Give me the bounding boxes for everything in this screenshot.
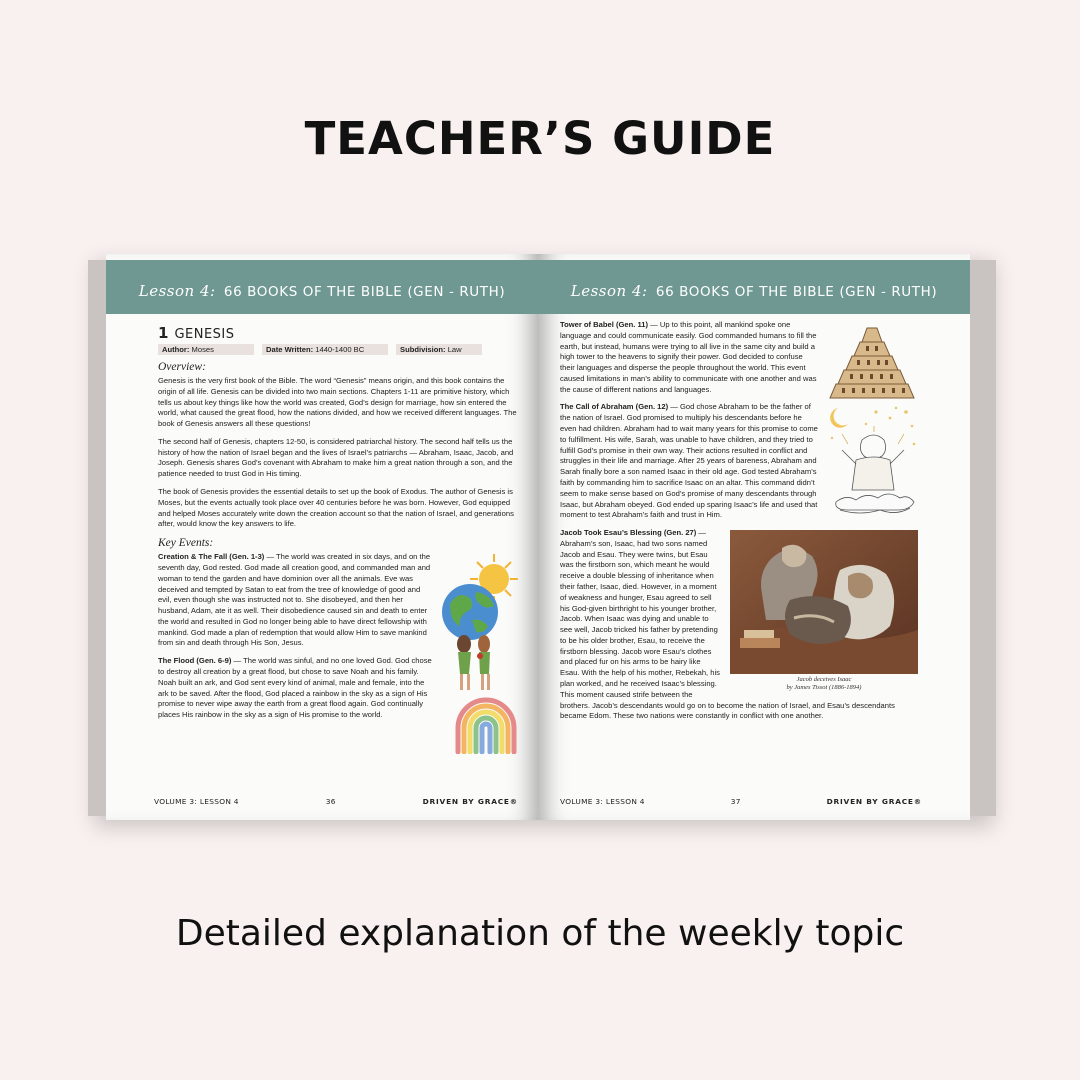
event-jacob: Jacob Took Esau’s Blessing (Gen. 27) — Abraham’s son, Isaac, had two sons named Jacob and Esau. They were twins, but Esau was the firstborn son, which meant he would receive a double blessing of inheritance when their father, Isaac, died. However, in a moment of weakness and hunger, Esau agreed to sell his God-given birthright to his younger brother, Jacob. When Isaac was dying and unable to see well, Jacob tricked his father by pretending to be his older brother, Esau, to receive the firstborn blessing. Jacob wore Esau’s clothes and placed fur on his arms to be hairy like Esau. With the help of his mother, Rebekah, his plan worked, and he received Isaac’s blessing. This moment caused strife between the brothers. Jacob’s descendants would go on to become the nation of Israel, and Esau’s descendants became Edom. These two nations were constantly in conflict with one another.: [560, 528, 895, 721]
section-heading: [158, 324, 520, 342]
section-name: GENESIS: [174, 327, 235, 342]
sun-earth-illustration: [440, 552, 520, 692]
overview-paragraph: The book of Genesis provides the essential details to set up the book of Exodus. The author of Genesis is Moses, but the events actually took place over 40 centuries before he was born. However, God equipped and helped Moses accurately write down the creation account so that the nation of Israel, and generations after, would know the key answers to life.: [158, 487, 514, 529]
lesson-label: Lesson 4:: [138, 282, 216, 300]
footer-volume: VOLUME 3: LESSON 4: [560, 797, 645, 806]
event-babel: Tower of Babel (Gen. 11) — Up to this point, all mankind spoke one language and could communicate easily. God commanded humans to fill the earth, but instead, humans were trying to all live in the same city and build a high tower to the heavens to signify their power. God decided to confuse their languages and disperse the people throughout the world. This event caused limitations in man’s ability to communicate with one another and was the cause of different nations and languages.: [560, 320, 817, 394]
right-page: [538, 254, 970, 820]
lesson-label: Lesson 4:: [570, 282, 648, 300]
book-meta: [158, 344, 520, 355]
footer-volume: VOLUME 3: LESSON 4: [154, 797, 239, 806]
section-number: 1: [158, 324, 169, 342]
lesson-title: 66 BOOKS OF THE BIBLE (GEN - RUTH): [655, 284, 938, 300]
footer-brand: DRIVEN BY GRACE®: [422, 797, 518, 806]
event-creation: Creation & The Fall (Gen. 1-3) — The world was created in six days, and on the seventh day, God rested. God made all creation good, and commanded man and woman to tend the garden and have dominion over all the animals. Eve was deceived and tempted by Satan to eat from the tree of knowledge of good and evil, even though she was instructed not to. She disobeyed, and then her husband, Adam, ate it as well. Their disobedience caused sin and death to enter the world and resulted in God no longer being able to have direct fellowship with mankind. God made a plan of redemption that would allow Him to save mankind from sin and death through His Son, Jesus.: [158, 552, 431, 648]
headline: TEACHER’S GUIDE: [304, 112, 776, 165]
page-number: 36: [325, 797, 336, 806]
jacob-isaac-painting: [730, 530, 918, 692]
overview-paragraph: Genesis is the very first book of the Bible. The word “Genesis” means origin, and this book contains the origin of all life. Genesis can be divided into two main sections. Chapters 1-11 are primitive history, which tells us about key things like how the world was created, God’s design for marriage, how sin entered the world, what caused the great flood, how the nations divided, and how we received different languages. The book of Genesis answers all these questions!: [158, 376, 517, 429]
tower-of-babel-illustration: [826, 320, 918, 400]
key-events-heading: Key Events:: [158, 537, 214, 550]
footer-brand: DRIVEN BY GRACE®: [826, 797, 922, 806]
left-page: [106, 254, 538, 820]
overview-paragraph: The second half of Genesis, chapters 12-50, is considered patriarchal history. The second half tells us the history of how the nation of Israel began and the lives of Israel’s patriarchs — Abraham, Isaac, Jacob, and Joseph. Genesis shares God’s covenant with Abraham to make him a great nation through a son, and the patience needed to trust God in His timing.: [158, 436, 514, 479]
page-footer: [154, 797, 518, 806]
book-cover-right: [966, 260, 996, 816]
event-flood: The Flood (Gen. 6-9) — The world was sinful, and no one loved God. God chose to destroy all creation by a great flood, but chose to save Noah and his family. Noah built an ark, and God sent every kind of animal, male and female, into the ark to be saved. After the flood, God placed a rainbow in the sky as a sign of His promise to never wipe away the earth from a great flood again. God continually places His rainbow in the sky as a sign of His promise to the world.: [158, 656, 432, 720]
open-book: [88, 252, 996, 824]
lesson-band: [106, 260, 538, 314]
meta-subdivision: Subdivision: Law: [396, 344, 482, 355]
overview-heading: Overview:: [158, 361, 206, 373]
meta-author: Author: Moses: [158, 344, 254, 355]
painting-caption: Jacob deceives Isaac by James Tissot (1886-1894): [786, 676, 862, 691]
caption: Detailed explanation of the weekly topic: [175, 913, 905, 954]
event-abraham: The Call of Abraham (Gen. 12) — God chose Abraham to be the father of the nation of Israel. God promised to multiply his descendants before he even had children. Abraham had to wait many years for this promise to come to fulfillment. His wife, Sarah, was unable to have children, and they tried to fulfill God’s promise in their own way. Their actions resulted in conflict and struggles in their life and marriage. After 25 years of bareness, Abraham and Sarah finally bore a son named Isaac in their old age. God tested Abraham’s faith by commanding him to sacrifice Isaac on an altar. This command didn’t seem to make sense based on God’s promise of many descendants through Isaac, but Abraham obeyed. God ended up sparing Isaac’s life and used that moment to test Abraham’s faith and trust in Him.: [560, 402, 818, 520]
page-footer: [560, 797, 922, 806]
page-number: 37: [730, 797, 741, 806]
meta-date: Date Written: 1440-1400 BC: [262, 344, 388, 355]
abraham-stars-illustration: [826, 404, 918, 522]
rainbow-illustration: [452, 696, 520, 754]
lesson-band: [538, 260, 970, 314]
lesson-title: 66 BOOKS OF THE BIBLE (GEN - RUTH): [223, 284, 506, 300]
